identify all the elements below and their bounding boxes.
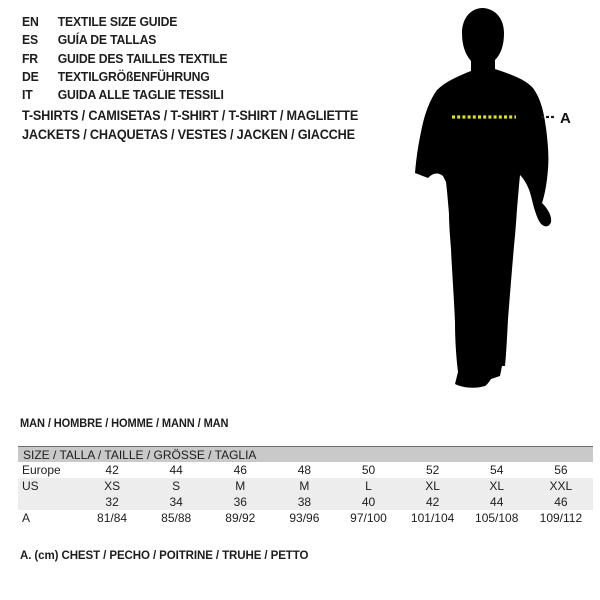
table-row	[18, 494, 593, 510]
size-value-cell: 97/100	[350, 511, 387, 525]
size-value-cell: 54	[490, 463, 504, 477]
size-value-cell: 36	[233, 495, 247, 509]
measure-label-a: A	[560, 110, 571, 127]
size-value-cell: 89/92	[225, 511, 256, 525]
size-table-body	[18, 447, 593, 527]
size-value-cell: 109/112	[539, 511, 583, 525]
language-row-it	[22, 86, 227, 104]
language-row-fr	[22, 50, 227, 68]
measurement-footnote: A. (cm) CHEST / PECHO / POITRINE / TRUHE / PETTO	[20, 548, 309, 562]
table-row	[18, 478, 593, 494]
table-row	[18, 510, 593, 526]
size-value-cell: XL	[425, 479, 440, 493]
size-value-cell: 93/96	[289, 511, 320, 525]
category-tshirts: T-SHIRTS / CAMISETAS / T-SHIRT / T-SHIRT / MAGLIETTE	[22, 108, 359, 123]
language-code: EN	[22, 14, 39, 29]
size-value-cell: XL	[489, 479, 505, 493]
man-silhouette-shape	[415, 8, 551, 388]
size-value-cell: 85/88	[161, 511, 192, 525]
size-value-cell: 101/104	[410, 511, 455, 525]
table-row	[18, 462, 593, 478]
language-label: TEXTILE SIZE GUIDE	[57, 14, 178, 29]
size-value-cell: 34	[169, 495, 183, 509]
size-table-header-row	[18, 447, 593, 463]
size-value-cell: 56	[554, 463, 568, 477]
size-value-cell: 50	[361, 463, 376, 477]
size-value-cell: M	[299, 479, 310, 493]
row-label: A	[22, 511, 31, 525]
language-code: IT	[22, 87, 33, 103]
language-legend	[22, 13, 227, 104]
size-value-cell: 81/84	[97, 511, 128, 525]
language-label: GUÍA DE TALLAS	[57, 32, 157, 48]
size-value-cell: 38	[297, 495, 312, 509]
size-value-cell: 44	[169, 463, 183, 477]
size-value-cell: L	[365, 479, 372, 493]
row-label: US	[22, 479, 39, 493]
size-value-cell: 46	[233, 463, 247, 477]
size-value-cell: 46	[554, 495, 568, 509]
man-silhouette-figure	[403, 4, 575, 390]
size-value-cell: S	[172, 479, 181, 493]
size-value-cell: 48	[297, 463, 312, 477]
size-value-cell: 32	[105, 495, 119, 509]
language-label: GUIDE DES TAILLES TEXTILE	[57, 50, 228, 66]
row-label	[18, 494, 80, 510]
section-title: MAN / HOMBRE / HOMME / MANN / MAN	[20, 418, 229, 430]
size-value-cell: 44	[490, 495, 504, 509]
size-value-cell: 105/108	[475, 511, 519, 525]
size-value-cell: 42	[105, 463, 119, 477]
language-label: TEXTILGRÖßENFÜHRUNG	[57, 68, 210, 84]
size-value-cell: 52	[425, 463, 440, 477]
language-row-en	[22, 13, 227, 31]
size-value-cell: M	[235, 479, 246, 493]
category-block	[22, 106, 358, 144]
language-code: FR	[22, 50, 38, 66]
size-value-cell: XXL	[549, 479, 573, 493]
language-code: DE	[22, 68, 39, 84]
size-value-cell: 40	[361, 495, 376, 509]
size-value-cell: XS	[104, 479, 121, 493]
category-jackets: JACKETS / CHAQUETAS / VESTES / JACKEN / GIACCHE	[22, 127, 355, 142]
language-row-es	[22, 31, 227, 49]
size-value-cell: 42	[425, 495, 440, 509]
language-row-de	[22, 68, 227, 86]
size-table-header-cell: SIZE / TALLA / TAILLE / GRÖSSE / TAGLIA	[18, 447, 593, 463]
language-label: GUIDA ALLE TAGLIE TESSILI	[57, 87, 224, 103]
language-code: ES	[22, 32, 38, 48]
row-label: Europe	[22, 463, 61, 477]
size-table	[18, 446, 593, 526]
